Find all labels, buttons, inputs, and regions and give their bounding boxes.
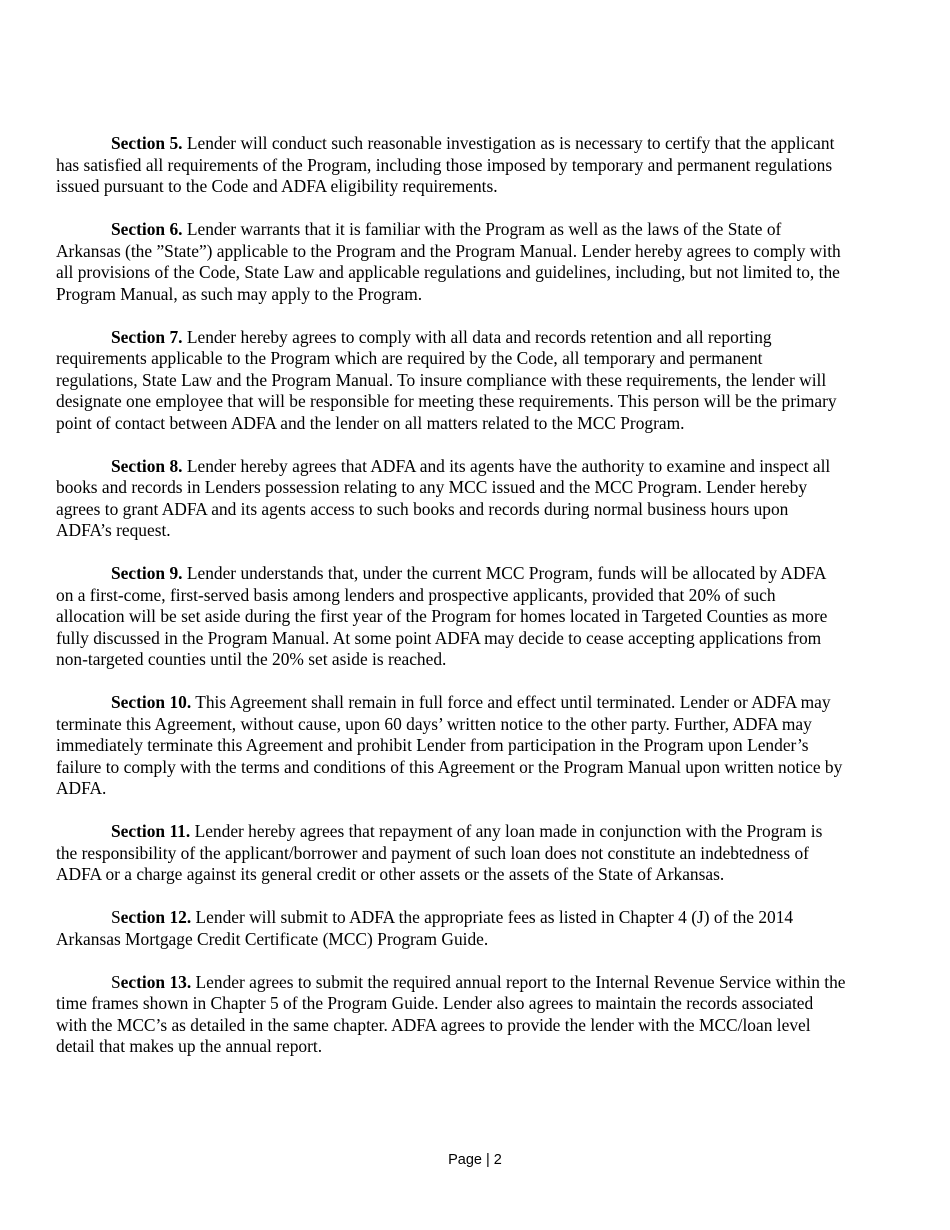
section-heading: Section 11. xyxy=(111,821,191,841)
section-heading: Section 12. xyxy=(111,907,192,927)
section-5 xyxy=(56,133,846,198)
section-heading: Section 6. xyxy=(111,219,183,239)
section-body: Lender agrees to submit the required annual report to the Internal Revenue Service within the time frames shown in Chapter 5 of the Program Guide. Lender also agrees to maintain the records associated with the MCC’s as detailed in the same chapter. ADFA agrees to provide the lender with the MCC/loan level detail that makes up the annual report. xyxy=(56,971,846,1056)
section-12 xyxy=(56,907,846,950)
section-heading: Section 10. xyxy=(111,692,192,712)
page-footer xyxy=(0,1152,950,1168)
section-6 xyxy=(56,219,846,305)
section-body: Lender will conduct such reasonable investigation as is necessary to certify that the applicant has satisfied all requirements of the Program, including those imposed by temporary and permanent regulations issued pursuant to the Code and ADFA eligibility requirements. xyxy=(56,133,835,196)
section-body: Lender hereby agrees that repayment of any loan made in conjunction with the Program is the responsibility of the applicant/borrower and payment of such loan does not constitute an indebtedness of ADFA or a charge against its general credit or other assets or the assets of the State of Arkansas. xyxy=(56,821,823,884)
section-10 xyxy=(56,692,846,800)
section-heading: Section 7. xyxy=(111,326,183,347)
section-heading: Section 9. xyxy=(111,563,183,583)
section-8 xyxy=(56,456,846,542)
section-body: Lender will submit to ADFA the appropriate fees as listed in Chapter 4 (J) of the 2014 Arkansas Mortgage Credit Certificate (MCC) Program Guide. xyxy=(56,907,794,949)
section-body: Lender understands that, under the current MCC Program, funds will be allocated by ADFA on a first-come, first-served basis among lenders and prospective applicants, provided that 20% of such allocation will be set aside during the first year of the Program for homes located in Targeted Counties as more fully discussed in the Program Manual. At some point ADFA may decide to cease accepting applications from non-targeted counties until the 20% set aside is reached. xyxy=(56,563,828,669)
document-page xyxy=(56,133,846,1079)
section-heading: Section 13. xyxy=(111,971,192,992)
section-body: Lender warrants that it is familiar with the Program as well as the laws of the State of Arkansas (the ”State”) applicable to the Program and the Program Manual. Lender hereby agrees to comply with all provisions of the Code, State Law and applicable regulations and guidelines, including, but not limited to, the Program Manual, as such may apply to the Program. xyxy=(56,219,841,304)
page-number: Page | 2 xyxy=(448,1152,502,1168)
section-heading: Section 8. xyxy=(111,455,183,476)
section-body: Lender hereby agrees to comply with all data and records retention and all reporting requirements applicable to the Program which are required by the Code, all temporary and permanent regulations, State Law and the Program Manual. To insure compliance with these requirements, the lender will designate one employee that will be responsible for meeting these requirements. This person will be the primary point of contact between ADFA and the lender on all matters related to the MCC Program. xyxy=(56,326,837,433)
section-11 xyxy=(56,821,846,886)
section-body: This Agreement shall remain in full force and effect until terminated. Lender or ADFA may terminate this Agreement, without cause, upon 60 days’ written notice to the other party. Further, ADFA may immediately terminate this Agreement and prohibit Lender from participation in the Program upon Lender’s failure to comply with the terms and conditions of this Agreement or the Program Manual upon written notice by ADFA. xyxy=(56,692,843,798)
section-heading: Section 5. xyxy=(111,133,183,153)
section-body: Lender hereby agrees that ADFA and its agents have the authority to examine and inspect all books and records in Lenders possession relating to any MCC issued and the MCC Program. Lender hereby agrees to grant ADFA and its agents access to such books and records during normal business hours upon ADFA’s request. xyxy=(56,455,831,540)
section-9 xyxy=(56,563,846,671)
section-7 xyxy=(56,327,846,435)
section-13 xyxy=(56,972,846,1058)
